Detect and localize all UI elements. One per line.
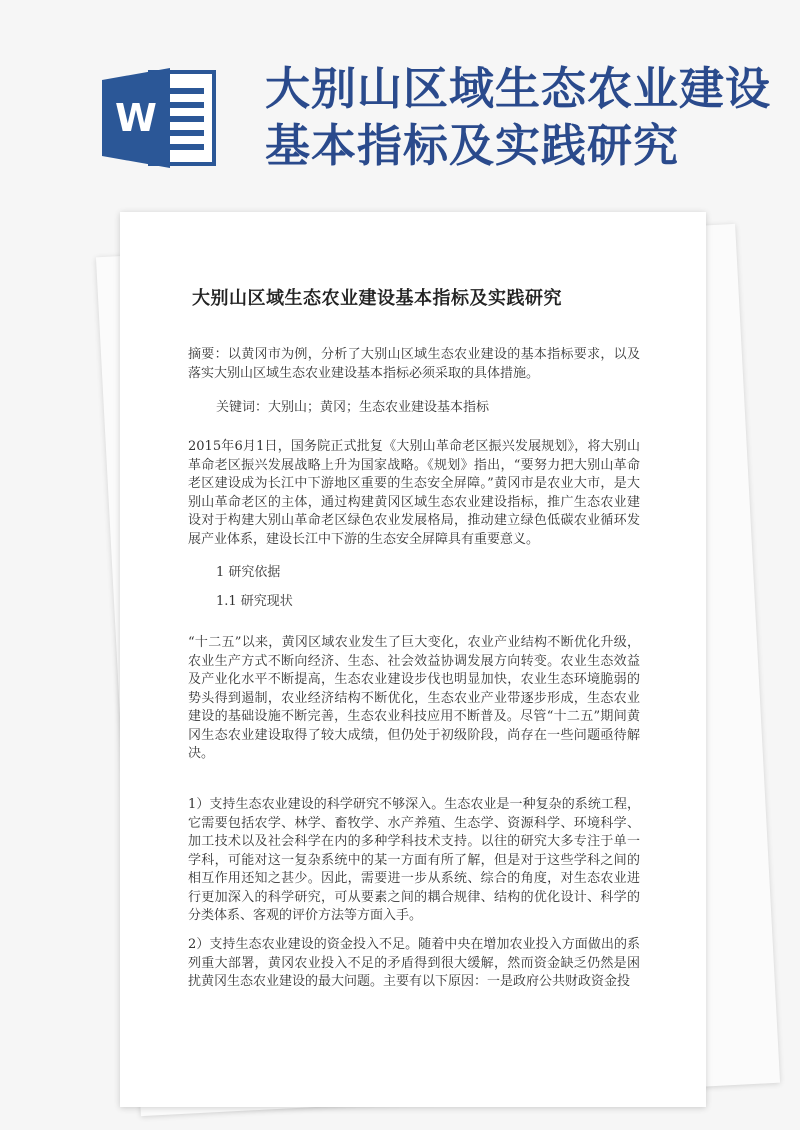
document-page xyxy=(120,212,706,1107)
word-document-icon xyxy=(102,66,220,170)
problem-paragraph-1: 1）支持生态农业建设的科学研究不够深入。生态农业是一种复杂的系统工程，它需要包括农学、林学、畜牧学、水产养殖、生态学、资源科学、环境科学、加工技术以及社会科学在内的多种学科技术支持。以往的研究大多专注于单一学科，可能对这一复杂系统中的某一方面有所了解，但是对于这些学科之间的相互作用还知之甚少。因此，需要进一步从系统、综合的角度，对生态农业进行更加深入的科学研究，可从要素之间的耦合规律、结构的优化设计、科学的分类体系、客观的评价方法等方面入手。 xyxy=(188,797,640,923)
keywords: 关键词：大别山；黄冈；生态农业建设基本指标 xyxy=(216,400,490,415)
section-heading-1: 1 研究依据 xyxy=(216,565,281,580)
abstract: 摘要：以黄冈市为例，分析了大别山区域生态农业建设的基本指标要求，以及落实大别山区域生态农业建设基本指标必须采取的具体措施。 xyxy=(188,347,640,381)
header-title: 大别山区域生态农业建设基本指标及实践研究 xyxy=(265,62,772,172)
problem-paragraph-2: 2）支持生态农业建设的资金投入不足。随着中央在增加农业投入方面做出的系列重大部署，黄冈农业投入不足的矛盾得到很大缓解，然而资金缺乏仍然是困扰黄冈生态农业建设的最大问题。主要有以下原因：一是政府公共财政资金投 xyxy=(188,937,640,989)
intro-paragraph: 2015年6月1日，国务院正式批复《大别山革命老区振兴发展规划》，将大别山革命老区振兴发展战略上升为国家战略。《规划》指出，“要努力把大别山革命老区建设成为长江中下游地区重要的生态安全屏障。”黄冈市是农业大市，是大别山革命老区的主体，通过构建黄冈区域生态农业建设指标，推广生态农业建设对于构建大别山革命老区绿色农业发展格局，推动建立绿色低碳农业循环发展产业体系，建设长江中下游的生态安全屏障具有重要意义。 xyxy=(188,439,640,547)
svg-text:W: W xyxy=(115,96,157,140)
status-paragraph: “十二五”以来，黄冈区域农业发生了巨大变化，农业产业结构不断优化升级，农业生产方式不断向经济、生态、社会效益协调发展方向转变。农业生态效益及产业化水平不断提高，生态农业建设步伐也明显加快，农业生态环境脆弱的势头得到遏制，农业经济结构不断优化，生态农业产业带逐步形成，生态农业建设的基础设施不断完善，生态农业科技应用不断普及。尽管“十二五”期间黄冈生态农业建设取得了较大成绩，但仍处于初级阶段，尚存在一些问题亟待解决。 xyxy=(188,635,640,761)
document-title: 大别山区域生态农业建设基本指标及实践研究 xyxy=(192,288,562,309)
section-heading-1-1: 1.1 研究现状 xyxy=(216,594,293,609)
header-banner xyxy=(0,0,800,200)
